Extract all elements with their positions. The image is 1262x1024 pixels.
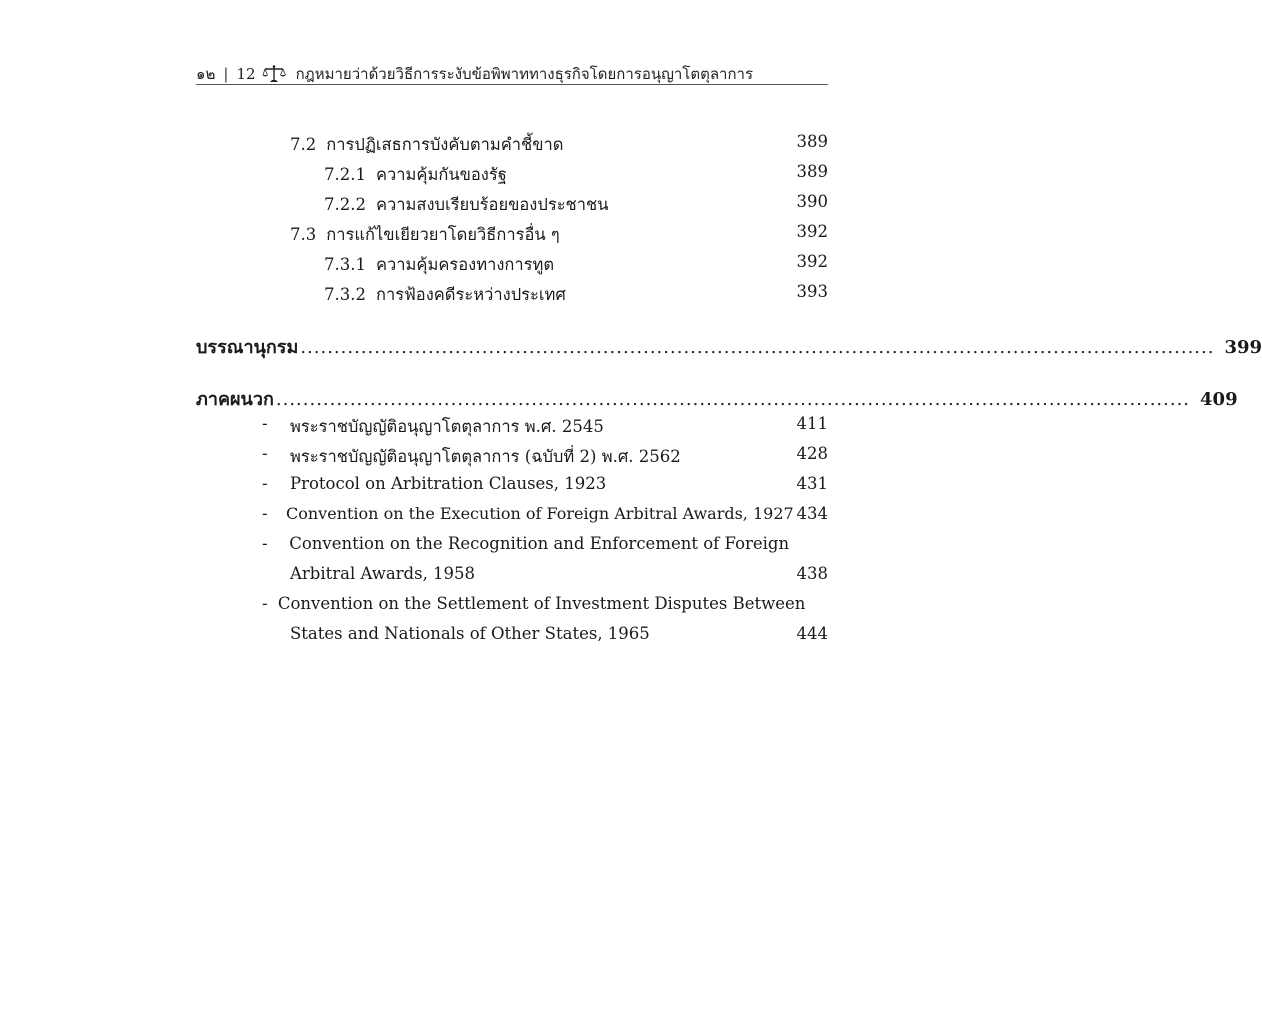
header-rule — [196, 84, 828, 85]
bullet-dash: - — [262, 534, 268, 553]
section-page: 389 — [796, 132, 828, 151]
thai-page-number: ๑๒ — [196, 65, 216, 83]
dot-leader: ........................................................................................................................................ — [300, 337, 1215, 358]
appendix-item — [262, 414, 828, 440]
section-number: 7.3.1 — [324, 255, 366, 274]
appendix-item — [262, 444, 828, 470]
section-number: 7.2 — [290, 135, 317, 154]
appendix-item-page: 431 — [796, 474, 828, 493]
appendix-item-continuation — [262, 624, 828, 643]
dot-leader: ........................................................................................................................................ — [275, 389, 1191, 410]
toc-entry-7-3 — [290, 222, 560, 248]
section-page: 392 — [796, 252, 828, 271]
toc-entry-7-3-1 — [324, 252, 554, 278]
appendix-item-title: พระราชบัญญัติอนุญาโตตุลาการ (ฉบับที่ 2) พ.ศ. 2562 — [290, 447, 681, 466]
appendix-item-page: 428 — [796, 444, 828, 463]
appendix-item — [262, 594, 828, 613]
section-page: 393 — [796, 282, 828, 301]
appendix-item — [262, 534, 828, 553]
section-title: การฟ้องคดีระหว่างประเทศ — [375, 285, 566, 304]
toc-entry-appendix — [196, 384, 1238, 413]
appendix-item-continuation — [262, 564, 828, 583]
section-title: ความสงบเรียบร้อยของประชาชน — [375, 195, 609, 214]
appendix-item-page: 411 — [796, 414, 828, 433]
section-number: 7.3 — [290, 225, 317, 244]
appendix-item-page: 444 — [796, 624, 828, 643]
toc-entry-7-2-1 — [324, 162, 507, 188]
bullet-dash: - — [262, 594, 268, 613]
appendix-item-page: 438 — [796, 564, 828, 583]
appendix-item-title: Convention on the Settlement of Investment Disputes Between — [277, 594, 806, 613]
section-title: การปฏิเสธการบังคับตามคำชี้ขาด — [326, 135, 564, 154]
toc-entry-7-3-2 — [324, 282, 566, 308]
appendix-page: 409 — [1200, 389, 1238, 410]
running-header — [196, 62, 828, 86]
appendix-item-title: Convention on the Recognition and Enforcement of Foreign — [289, 534, 790, 553]
appendix-item-title: พระราชบัญญัติอนุญาโตตุลาการ พ.ศ. 2545 — [290, 417, 604, 436]
section-page: 389 — [796, 162, 828, 181]
section-number: 7.2.2 — [324, 195, 366, 214]
toc-entry-bibliography — [196, 332, 1262, 361]
bibliography-title: บรรณานุกรม — [196, 337, 299, 358]
bibliography-page: 399 — [1224, 337, 1262, 358]
section-number: 7.3.2 — [324, 285, 366, 304]
header-separator: | — [223, 65, 229, 83]
appendix-item — [262, 474, 828, 493]
scales-of-justice-icon — [262, 64, 286, 84]
section-title: ความคุ้มครองทางการทูต — [375, 255, 555, 274]
section-page: 390 — [796, 192, 828, 211]
bullet-dash: - — [262, 414, 268, 433]
toc-entry-7-2-2 — [324, 192, 609, 218]
section-title: การแก้ไขเยียวยาโดยวิธีการอื่น ๆ — [326, 225, 560, 244]
appendix-item-title-cont: States and Nationals of Other States, 1965 — [290, 624, 650, 643]
appendix-title: ภาคผนวก — [196, 389, 274, 410]
page-number: 12 — [236, 65, 256, 83]
appendix-item — [262, 504, 828, 523]
appendix-item-title: Protocol on Arbitration Clauses, 1923 — [290, 474, 607, 493]
section-number: 7.2.1 — [324, 165, 366, 184]
appendix-item-title: Convention on the Execution of Foreign Arbitral Awards, 1927 — [286, 504, 794, 523]
section-page: 392 — [796, 222, 828, 241]
appendix-item-title-cont: Arbitral Awards, 1958 — [290, 564, 476, 583]
appendix-item-page: 434 — [796, 504, 828, 523]
bullet-dash: - — [262, 504, 268, 523]
bullet-dash: - — [262, 444, 268, 463]
toc-entry-7-2 — [290, 132, 563, 158]
bullet-dash: - — [262, 474, 268, 493]
section-title: ความคุ้มกันของรัฐ — [375, 165, 507, 184]
book-title: กฎหมายว่าด้วยวิธีการระงับข้อพิพาททางธุรกิจโดยการอนุญาโตตุลาการ — [295, 65, 754, 83]
